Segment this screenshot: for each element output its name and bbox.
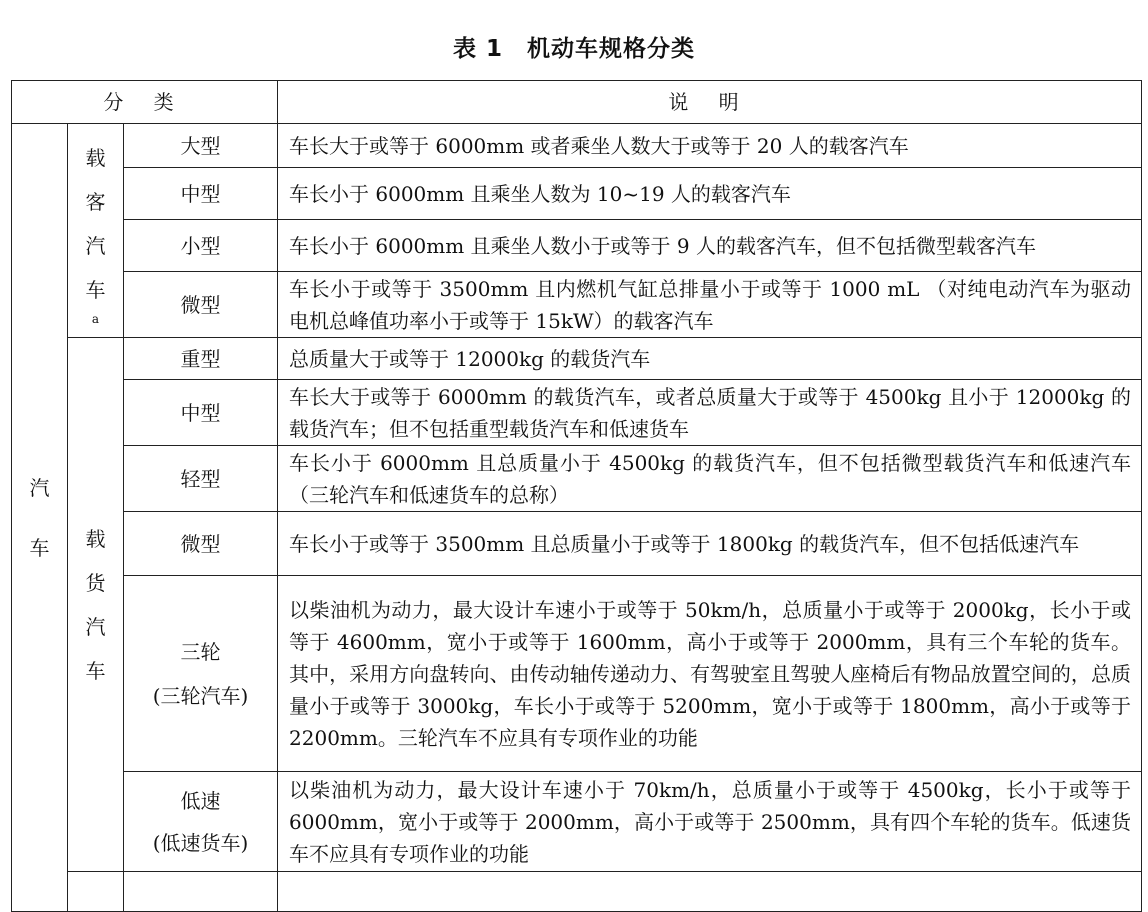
cut-off-cell [278,872,1142,912]
cargo-label: 载货汽车 [85,526,106,683]
type-cell [124,772,278,872]
group-cell-vehicle [12,124,68,912]
footnote-marker: a [91,311,100,326]
type-subname: (低速货车) [152,830,249,855]
passenger-label: 载客汽车 [85,145,106,302]
description-cell: 以柴油机为动力，最大设计车速小于 70km/h，总质量小于或等于 4500kg，长小于或等于 6000mm，宽小于或等于 2000mm，高小于或等于 2500mm，具有四个车轮的货车。低速货车不应具有专项作业的功能 [278,772,1142,872]
header-description: 说 明 [278,81,1142,124]
type-cell: 微型 [124,272,278,338]
type-cell: 中型 [124,380,278,446]
type-cell: 中型 [124,168,278,220]
description-cell: 车长小于 6000mm 且乘坐人数为 10~19 人的载客汽车 [278,168,1142,220]
header-category: 分 类 [12,81,278,124]
description-cell: 以柴油机为动力，最大设计车速小于或等于 50km/h，总质量小于或等于 2000kg，长小于或等于 4600mm，宽小于或等于 1600mm，高小于或等于 2000mm，具有三个车轮的货车。其中，采用方向盘转向、由传动轴传递动力、有驾驶室且驾驶人座椅后有物品放置空间的，总质量小于或等于 3000kg，车长小于或等于 5200mm，宽小于或等于 1800mm，高小于或等于 2200mm。三轮汽车不应具有专项作业的功能 [278,576,1142,772]
group-label: 汽车 [29,475,50,560]
table-row [12,272,1142,338]
description-cell: 车长小于或等于 3500mm 且内燃机气缸总排量小于或等于 1000 mL （对纯电动汽车为驱动电机总峰值功率小于或等于 15kW）的载客汽车 [278,272,1142,338]
table-row [12,220,1142,272]
table-row [12,772,1142,872]
description-cell: 总质量大于或等于 12000kg 的载货汽车 [278,338,1142,380]
type-cell: 微型 [124,512,278,576]
table-row [12,576,1142,772]
table-row [12,338,1142,380]
type-name: 低速 [180,788,221,813]
passenger-category-cell [68,124,124,338]
type-subname: (三轮汽车) [152,683,249,708]
table-row [12,168,1142,220]
description-cell: 车长大于或等于 6000mm 或者乘坐人数大于或等于 20 人的载客汽车 [278,124,1142,168]
table-title: 表 1 机动车规格分类 [452,36,695,62]
type-cell: 重型 [124,338,278,380]
table-row [12,124,1142,168]
description-cell: 车长小于 6000mm 且总质量小于 4500kg 的载货汽车，但不包括微型载货汽车和低速汽车（三轮汽车和低速货车的总称） [278,446,1142,512]
description-cell: 车长小于 6000mm 且乘坐人数小于或等于 9 人的载客汽车，但不包括微型载客汽车 [278,220,1142,272]
table-row [12,512,1142,576]
cut-off-cell [124,872,278,912]
description-cell: 车长大于或等于 6000mm 的载货汽车，或者总质量大于或等于 4500kg 且小于 12000kg 的载货汽车；但不包括重型载货汽车和低速货车 [278,380,1142,446]
header-row [12,81,1142,124]
cut-off-cell [68,872,124,912]
table-row [12,380,1142,446]
type-cell: 大型 [124,124,278,168]
type-cell: 小型 [124,220,278,272]
description-cell: 车长小于或等于 3500mm 且总质量小于或等于 1800kg 的载货汽车，但不包括低速汽车 [278,512,1142,576]
table-row [12,446,1142,512]
type-cell: 轻型 [124,446,278,512]
type-cell [124,576,278,772]
table-row-partial [12,872,1142,912]
type-name: 三轮 [180,639,221,664]
vehicle-classification-table [11,80,1142,912]
cargo-category-cell [68,338,124,872]
